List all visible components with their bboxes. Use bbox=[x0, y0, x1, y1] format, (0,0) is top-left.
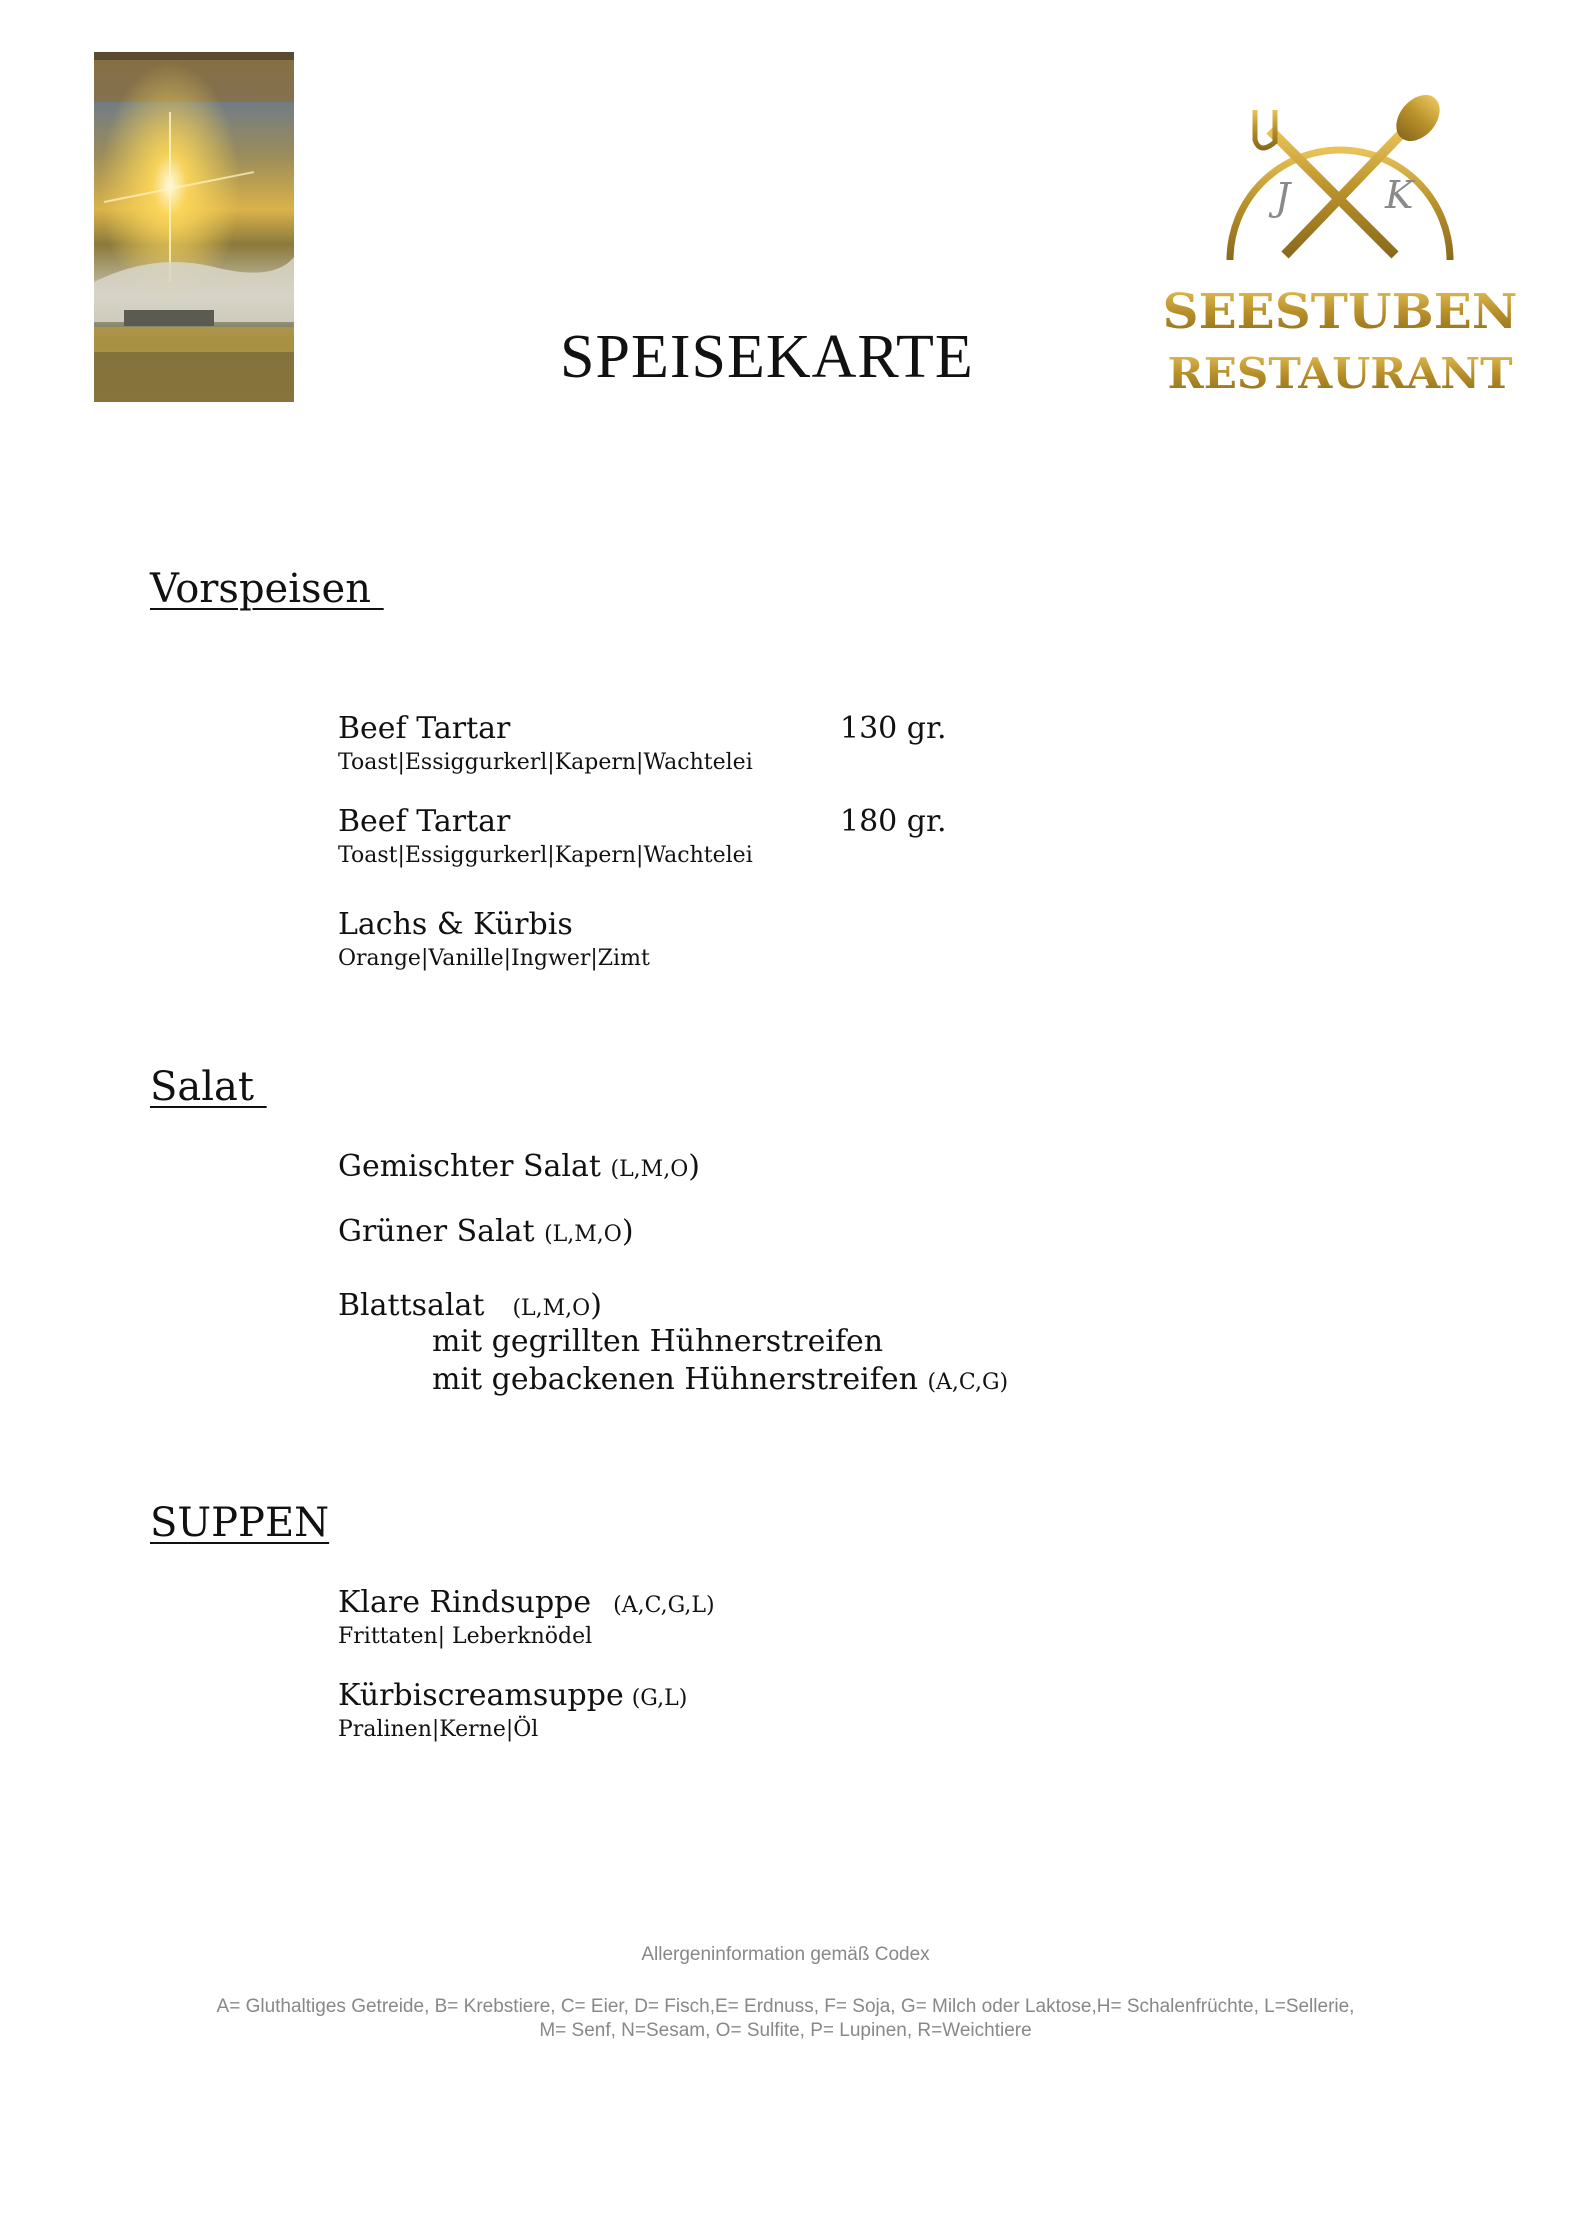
allergen-legend-line-1: A= Gluthaltiges Getreide, B= Krebstiere, C= Eier, D= Fisch,E= Erdnuss, F= Soja, G= Milch oder Laktose,H= Schalenfrüchte, L=Sellerie, bbox=[216, 1996, 1355, 2017]
item-name: Blattsalat bbox=[338, 1288, 485, 1323]
item-option bbox=[432, 1323, 883, 1361]
allergen-closing-paren: ) bbox=[590, 1288, 602, 1323]
item-name: Klare Rindsuppe bbox=[338, 1585, 592, 1620]
item-description: Frittaten| Leberknödel bbox=[338, 1624, 593, 1649]
item-name: Gemischter Salat bbox=[338, 1149, 611, 1184]
logo-restaurant-text: RESTAURANT bbox=[1167, 349, 1513, 398]
item-option-text: mit gegrillten Hühnerstreifen bbox=[432, 1324, 884, 1359]
item-description: Toast|Essiggurkerl|Kapern|Wachtelei bbox=[338, 843, 753, 868]
menu-item bbox=[338, 1213, 634, 1251]
logo-seestuben-text: SEESTUBEN bbox=[1162, 284, 1518, 340]
item-allergens: (A,C,G) bbox=[927, 1370, 1009, 1395]
menu-item bbox=[338, 1148, 700, 1186]
section-heading-suppen: SUPPEN bbox=[150, 1500, 330, 1546]
section-heading-salat: Salat bbox=[150, 1064, 267, 1110]
item-description: Orange|Vanille|Ingwer|Zimt bbox=[338, 946, 650, 971]
page-title: SPEISEKARTE bbox=[560, 323, 974, 391]
menu-item bbox=[338, 1677, 687, 1745]
allergen-legend-line-2: M= Senf, N=Sesam, O= Sulfite, P= Lupinen, R=Weichtiere bbox=[539, 2020, 1032, 2041]
item-allergens: (L,M,O bbox=[544, 1222, 622, 1247]
logo-initial-k: K bbox=[1385, 173, 1414, 217]
menu-item bbox=[338, 1584, 715, 1652]
allergen-closing-paren: ) bbox=[688, 1149, 700, 1184]
item-description: Toast|Essiggurkerl|Kapern|Wachtelei bbox=[338, 750, 753, 775]
allergen-info-title: Allergeninformation gemäß Codex bbox=[641, 1944, 930, 1965]
menu-item bbox=[338, 710, 753, 778]
item-name: Lachs & Kürbis bbox=[338, 907, 573, 942]
item-option-text: mit gebackenen Hühnerstreifen bbox=[432, 1362, 928, 1397]
item-option bbox=[432, 1361, 1008, 1402]
seestuben-logo bbox=[1150, 70, 1530, 400]
item-name: Beef Tartar bbox=[338, 804, 511, 839]
item-description: Pralinen|Kerne|Öl bbox=[338, 1717, 539, 1742]
item-allergens: (L,M,O bbox=[512, 1296, 591, 1321]
item-quantity: 130 gr. bbox=[840, 711, 947, 746]
item-allergens: (G,L) bbox=[631, 1686, 688, 1711]
item-name: Beef Tartar bbox=[338, 711, 511, 746]
item-quantity: 180 gr. bbox=[840, 804, 947, 839]
item-name: Grüner Salat bbox=[338, 1214, 545, 1249]
item-allergens: (L,M,O bbox=[610, 1157, 689, 1182]
item-name: Kürbiscreamsuppe bbox=[338, 1678, 624, 1713]
menu-item bbox=[338, 803, 753, 871]
allergen-closing-paren: ) bbox=[621, 1214, 634, 1249]
section-heading-vorspeisen: Vorspeisen bbox=[150, 566, 384, 612]
menu-item bbox=[338, 906, 650, 974]
lake-sunset-photo bbox=[94, 52, 294, 402]
logo-initial-j: J bbox=[1275, 175, 1291, 219]
item-allergens: (A,C,G,L) bbox=[613, 1593, 715, 1618]
menu-item bbox=[338, 1287, 602, 1325]
